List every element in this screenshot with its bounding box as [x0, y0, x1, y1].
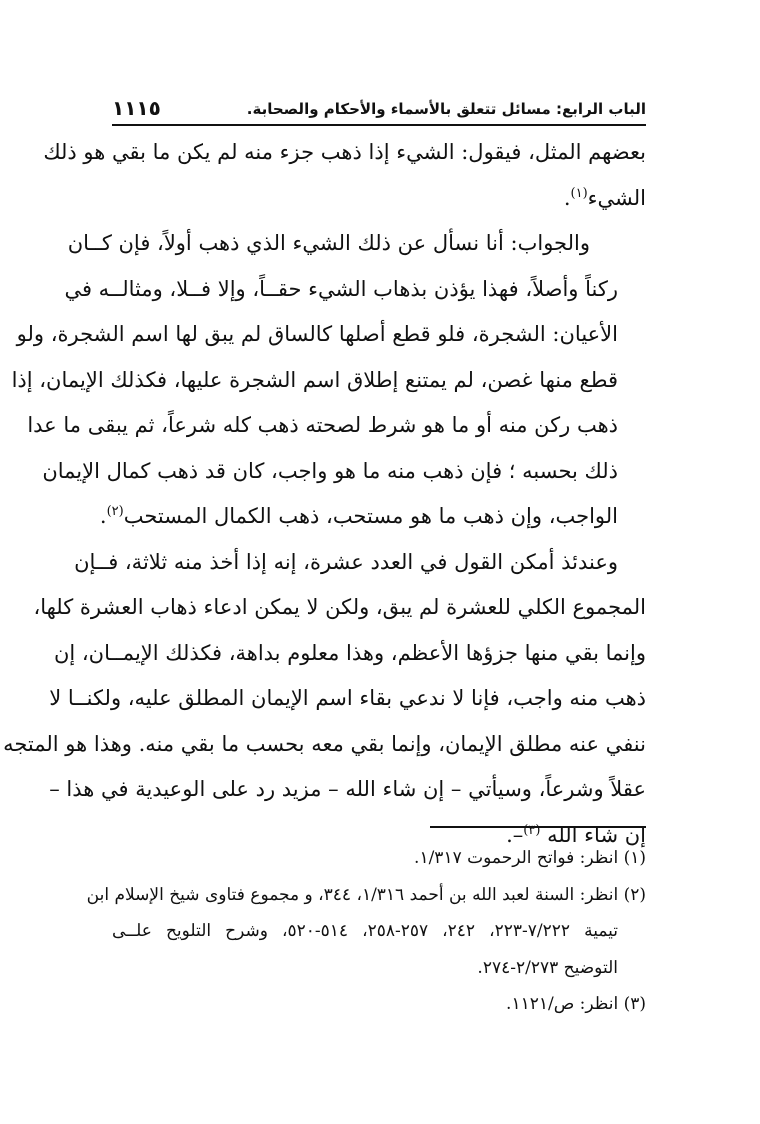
text-fragment: –. — [506, 822, 524, 847]
text-line — [99, 494, 646, 540]
paragraph-2 — [11, 221, 646, 540]
text-line: الأعيان: الشجرة، فلو قطع أصلها كالساق لم يبق لها اسم الشجرة، ولو — [16, 322, 618, 346]
footnote-ref-3[interactable]: (٣) — [523, 822, 541, 838]
text-line: المجموع الكلي للعشرة لم يبق، ولكن لا يمكن ادعاء ذهاب العشرة كلها، — [33, 595, 646, 619]
text-fragment: إن شاء الله — [540, 822, 646, 847]
text-fragment: . — [99, 504, 107, 528]
footnote-2-continued: التوضيح ٢/٢٧٣-٢٧٤. — [477, 957, 618, 978]
chapter-title: الباب الرابع: مسائل تتعلق بالأسماء والأحكام والصحابة. — [246, 100, 646, 118]
text-line: والجواب: أنا نسأل عن ذلك الشيء الذي ذهب أولاً، فإن كــان — [67, 231, 590, 255]
text-line: ذهب منه واجب، فإنا لا ندعي بقاء اسم الإيمان المطلق عليه، ولكنــا لا — [49, 686, 646, 710]
footnote-2: (٢) انظر: السنة لعبد الله بن أحمد ١/٣١٦، ٣٤٤، و مجموع فتاوى شيخ الإسلام ابن — [86, 884, 646, 905]
text-line: وعندئذ أمكن القول في العدد عشرة، إنه إذا أخذ منه ثلاثة، فــإن — [74, 549, 618, 574]
page-header — [112, 96, 646, 126]
footnote-3: (٣) انظر: ص/١١٢١. — [506, 994, 646, 1014]
paragraph-1 — [43, 130, 646, 221]
paragraph-3 — [3, 540, 646, 859]
text-line: ركناً وأصلاً، فهذا يؤذن بذهاب الشيء حقــاً، وإلا فــلا، ومثالــه في — [64, 276, 618, 301]
text-line: ذهب ركن منه أو ما هو شرط لصحته ذهب كله شرعاً، ثم يبقى ما عدا — [27, 413, 618, 437]
footnote-1: (١) انظر: فواتح الرحموت ١/٣١٧. — [414, 848, 646, 868]
page-number: ١١١٥ — [112, 96, 161, 120]
footnotes — [86, 840, 646, 1023]
main-text — [3, 130, 646, 858]
text-line: ننفي عنه مطلق الإيمان، وإنما بقي معه بحسب ما بقي منه. وهذا هو المتجه — [3, 731, 646, 756]
text-line: قطع منها غصن، لم يمتنع إطلاق اسم الشجرة عليها، فكذلك الإيمان، إذا — [11, 367, 618, 392]
text-line: عقلاً وشرعاً، وسيأتي – إن شاء الله – مزيد رد على الوعيدية في هذا – — [49, 777, 646, 801]
footnote-2-continued: تيمية ٧/٢٢٢-٢٢٣، ٢٤٢، ٢٥٧-٢٥٨، ٥١٤-٥٢٠، وشرح التلويح علــى — [112, 921, 619, 941]
text-line — [112, 176, 646, 222]
text-fragment: . — [563, 185, 571, 210]
text-fragment: الشيء — [587, 185, 646, 210]
text-line: ذلك بحسبه ؛ فإن ذهب منه ما هو واجب، كان قد ذهب كمال الإيمان — [42, 458, 618, 483]
text-line: بعضهم المثل، فيقول: الشيء إذا ذهب جزء منه لم يكن ما بقي هو ذلك — [43, 140, 646, 164]
text-fragment: الواجب، وإن ذهب ما هو مستحب، ذهب الكمال المستحب — [123, 504, 618, 528]
text-line: وإنما بقي منها جزؤها الأعظم، وهذا معلوم بداهة، فكذلك الإيمــان، إن — [53, 640, 646, 665]
footnote-ref-1[interactable]: (١) — [570, 185, 588, 201]
footnote-ref-2[interactable]: (٢) — [106, 504, 124, 519]
footnote-divider — [430, 826, 646, 828]
